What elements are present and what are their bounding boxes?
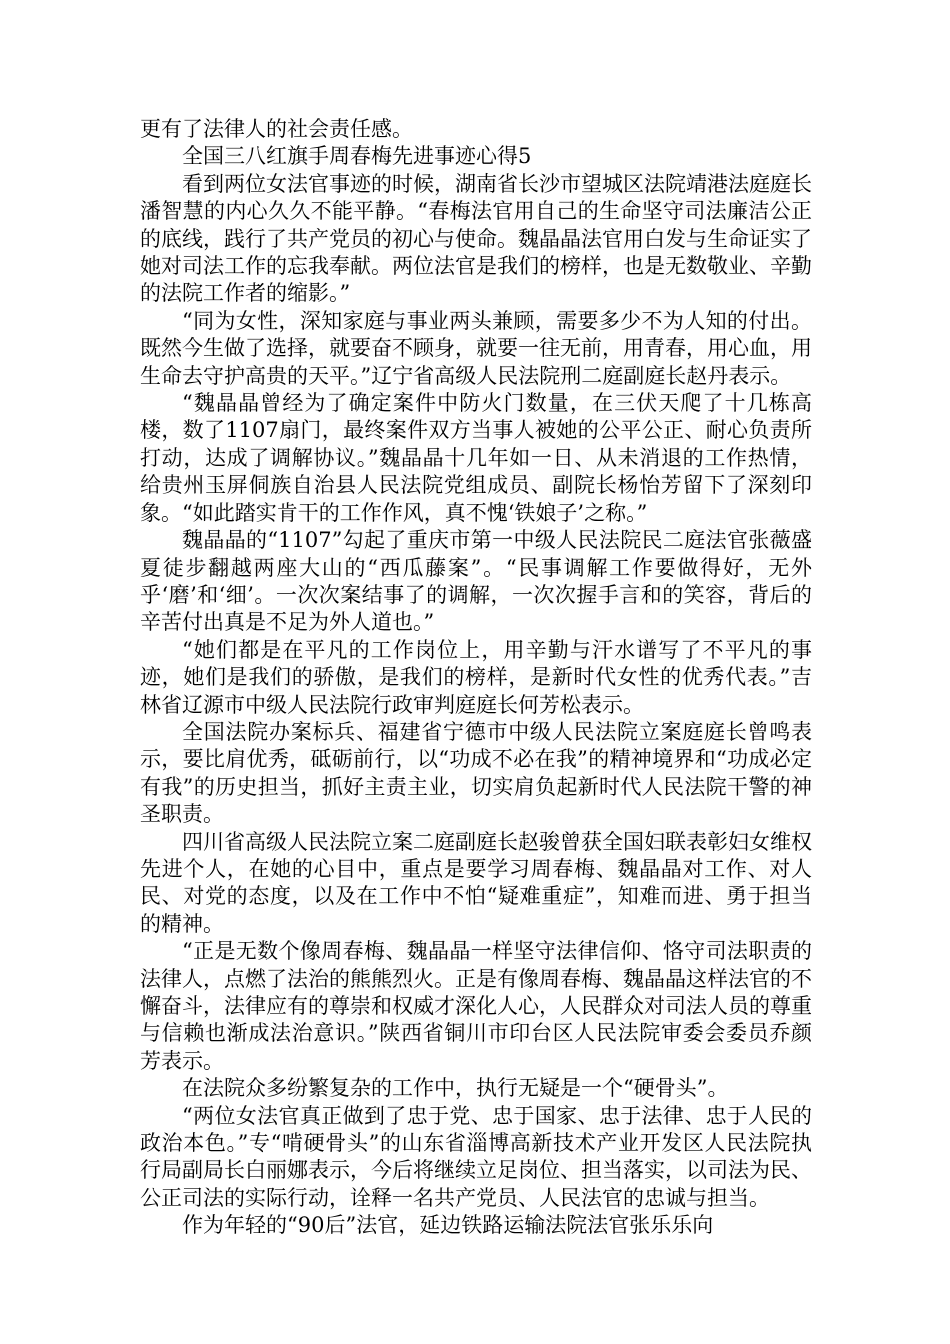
paragraph-truncated: 作为年轻的“90后”法官，延边铁路运输法院法官张乐乐向 [182, 1213, 714, 1238]
paragraph: “魏晶晶曾经为了确定案件中防火门数量，在三伏天爬了十几栋高楼，数了1107扇门，最终案件双方当事人被她的公平公正、耐心负责所打动，达成了调解协议。”魏晶晶十几年如一日、从未消退的工作热情，给贵州玉屏侗族自治县人民法院党组成员、副院长杨怡芳留下了深刻印象。“如此踏实肯干的工作作风，真不愧‘铁娘子’之称。” [140, 391, 812, 525]
section-heading: 全国三八红旗手周春梅先进事迹心得5 [182, 144, 532, 169]
paragraph: 看到两位女法官事迹的时候，湖南省长沙市望城区法院靖港法庭庭长潘智慧的内心久久不能平静。“春梅法官用自己的生命坚守司法廉洁公正的底线，践行了共产党员的初心与使命。魏晶晶法官用白发与生命证实了她对司法工作的忘我奉献。两位法官是我们的榜样，也是无数敬业、辛勤的法院工作者的缩影。” [140, 171, 812, 306]
paragraph: “两位女法官真正做到了忠于党、忠于国家、忠于法律、忠于人民的政治本色。”专“啃硬骨头”的山东省淄博高新技术产业开发区人民法院执行局副局长白丽娜表示，今后将继续立足岗位、担当落实，以司法为民、公正司法的实际行动，诠释一名共产党员、人民法官的忠诚与担当。 [140, 1103, 812, 1210]
paragraph: 在法院众多纷繁复杂的工作中，执行无疑是一个“硬骨头”。 [182, 1076, 729, 1101]
paragraph: “同为女性，深知家庭与事业两头兼顾，需要多少不为人知的付出。既然今生做了选择，就要奋不顾身，就要一往无前，用青春，用心血，用生命去守护高贵的天平。”辽宁省高级人民法院刑二庭副庭长赵丹表示。 [140, 308, 812, 388]
paragraph: 魏晶晶的“1107”勾起了重庆市第一中级人民法院民二庭法官张薇盛夏徒步翻越两座大山的“西瓜藤案”。“民事调解工作要做得好，无外乎‘磨’和‘细’。一次次案结事了的调解，一次次握手言和的笑容，背后的辛苦付出真是不足为外人道也。” [140, 528, 812, 635]
paragraph: 四川省高级人民法院立案二庭副庭长赵骏曾获全国妇联表彰妇女维权先进个人，在她的心目中，重点是要学习周春梅、魏晶晶对工作、对人民、对党的态度，以及在工作中不怕“疑难重症”，知难而进、勇于担当的精神。 [140, 829, 812, 936]
paragraph: “正是无数个像周春梅、魏晶晶一样坚守法律信仰、恪守司法职责的法律人，点燃了法治的熊熊烈火。正是有像周春梅、魏晶晶这样法官的不懈奋斗，法律应有的尊崇和权威才深化人心，人民群众对司法人员的尊重与信赖也渐成法治意识。”陕西省铜川市印台区人民法院审委会委员乔颜芳表示。 [140, 939, 812, 1073]
document-body [140, 116, 812, 1240]
paragraph: “她们都是在平凡的工作岗位上，用辛勤与汗水谱写了不平凡的事迹，她们是我们的骄傲，是我们的榜样，是新时代女性的优秀代表。”吉林省辽源市中级人民法院行政审判庭庭长何芳松表示。 [140, 637, 812, 717]
paragraph-continuation: 更有了法律人的社会责任感。 [140, 117, 413, 141]
paragraph: 全国法院办案标兵、福建省宁德市中级人民法院立案庭庭长曾鸣表示，要比肩优秀，砥砺前行，以“功成不必在我”的精神境界和“功成必定有我”的历史担当，抓好主责主业，切实肩负起新时代人民法院干警的神圣职责。 [140, 719, 812, 827]
